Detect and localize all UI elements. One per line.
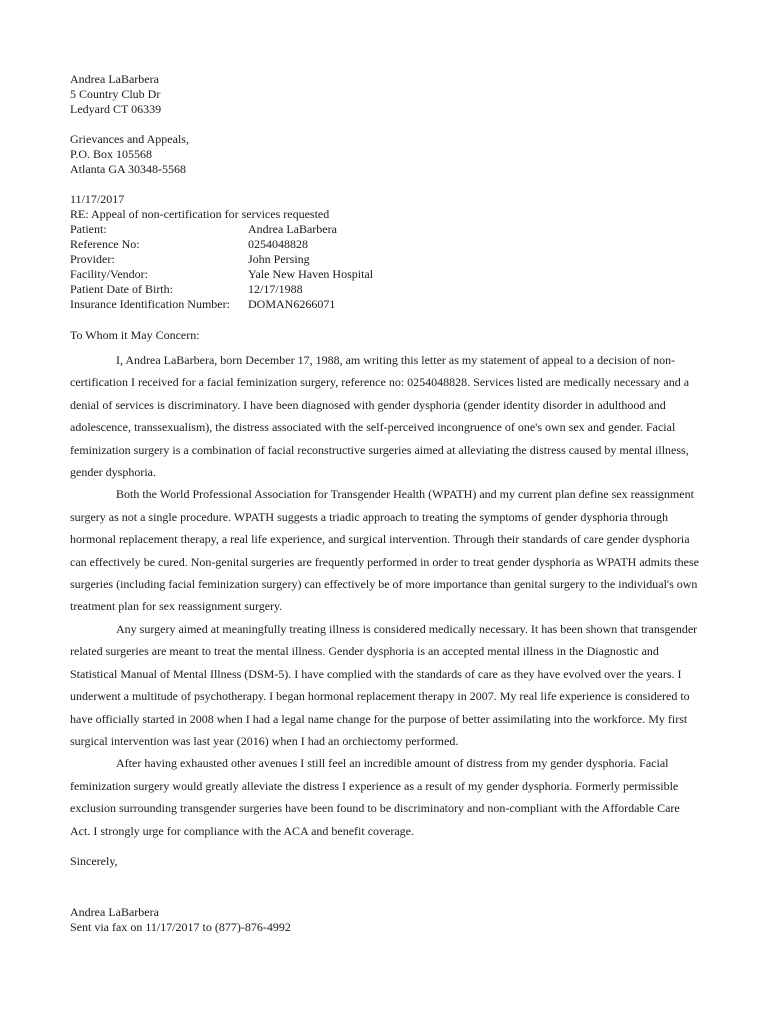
fax-note: Sent via fax on 11/17/2017 to (877)-876-4992 [70,919,291,934]
info-value: John Persing [248,252,310,266]
letter-date: 11/17/2017 [70,192,125,206]
info-label: Insurance Identification Number: [70,297,230,311]
sender-name: Andrea LaBarbera [70,72,159,86]
letter-body [70,349,700,842]
body-paragraph: Both the World Professional Association for Transgender Health (WPATH) and my current plan define sex reassignment surgery as not a single procedure. WPATH suggests a triadic approach to treating the symptoms of gender dysphoria through hormonal replacement therapy, a real life experience, and surgical intervention. Through their standards of care gender dysphoria can effectively be cured. Non-genital surgeries are frequently performed in order to treat gender dysphoria as WPATH admits these surgeries (including facial feminization surgery) can effectively be of more importance than genital surgery to the individual's own treatment plan for sex reassignment surgery. [70,487,700,614]
info-label: Reference No: [70,237,140,251]
info-value: Yale New Haven Hospital [248,267,374,281]
body-paragraph: I, Andrea LaBarbera, born December 17, 1988, am writing this letter as my statement of appeal to a decision of non-certification I received for a facial feminization surgery, reference no: 0254048828. Services listed are medically necessary and a denial of services is discriminatory. I have been diagnosed with gender dysphoria (gender identity disorder in adulthood and adolescence, transsexualism), the distress associated with the self-perceived incongruence of one's own sex and gender. Facial feminization surgery is a combination of facial reconstructive surgeries aimed at alleviating the distress caused by mental illness, gender dysphoria. [70,353,690,480]
info-row-facility [70,267,700,282]
recipient-address-line-2: Atlanta GA 30348-5568 [70,162,186,176]
info-value: 12/17/1988 [248,282,303,296]
info-label: Provider: [70,252,115,266]
sender-address [70,72,700,117]
info-row-provider [70,252,700,267]
salutation: To Whom it May Concern: [70,328,200,342]
info-value: 0254048828 [248,237,308,251]
re-line: RE: Appeal of non-certification for services requested [70,207,330,221]
sender-address-line-1: 5 Country Club Dr [70,87,161,101]
recipient-address [70,132,700,177]
sender-address-line-2: Ledyard CT 06339 [70,102,162,116]
case-info [70,192,700,312]
info-label: Patient Date of Birth: [70,282,173,296]
info-row-reference [70,237,700,252]
recipient-name: Grievances and Appeals, [70,132,189,146]
info-row-patient [70,222,700,237]
signature-name: Andrea LaBarbera [70,904,159,919]
info-label: Patient: [70,222,107,236]
body-paragraph: Any surgery aimed at meaningfully treating illness is considered medically necessary. It has been shown that transgender related surgeries are meant to treat the mental illness. Gender dysphoria is an accepted mental illness in the Diagnostic and Statistical Manual of Mental Illness (DSM-5). I have complied with the standards of care as they have evolved over the years. I underwent a multitude of psychotherapy. I began hormonal replacement therapy in 2007. My real life experience is considered to have officially started in 2008 when I had a legal name change for the purpose of better assimilating into the workforce. My first surgical intervention was last year (2016) when I had an orchiectomy performed. [70,621,698,748]
body-paragraph: After having exhausted other avenues I still feel an incredible amount of distress from my gender dysphoria. Facial feminization surgery would greatly alleviate the distress I experience as a result of my gender dysphoria. Formerly permissible exclusion surrounding transgender surgeries have been found to be discriminatory and non-compliant with the Affordable Care Act. I strongly urge for compliance with the ACA and benefit coverage. [70,756,680,838]
signature-block [70,905,700,935]
info-row-dob [70,282,700,297]
info-value: DOMAN6266071 [248,297,336,311]
letter-page [70,72,700,935]
info-value: Andrea LaBarbera [248,222,337,236]
info-row-insurance-id [70,297,700,312]
recipient-address-line-1: P.O. Box 105568 [70,147,153,161]
closing: Sincerely, [70,853,118,868]
info-label: Facility/Vendor: [70,267,148,281]
